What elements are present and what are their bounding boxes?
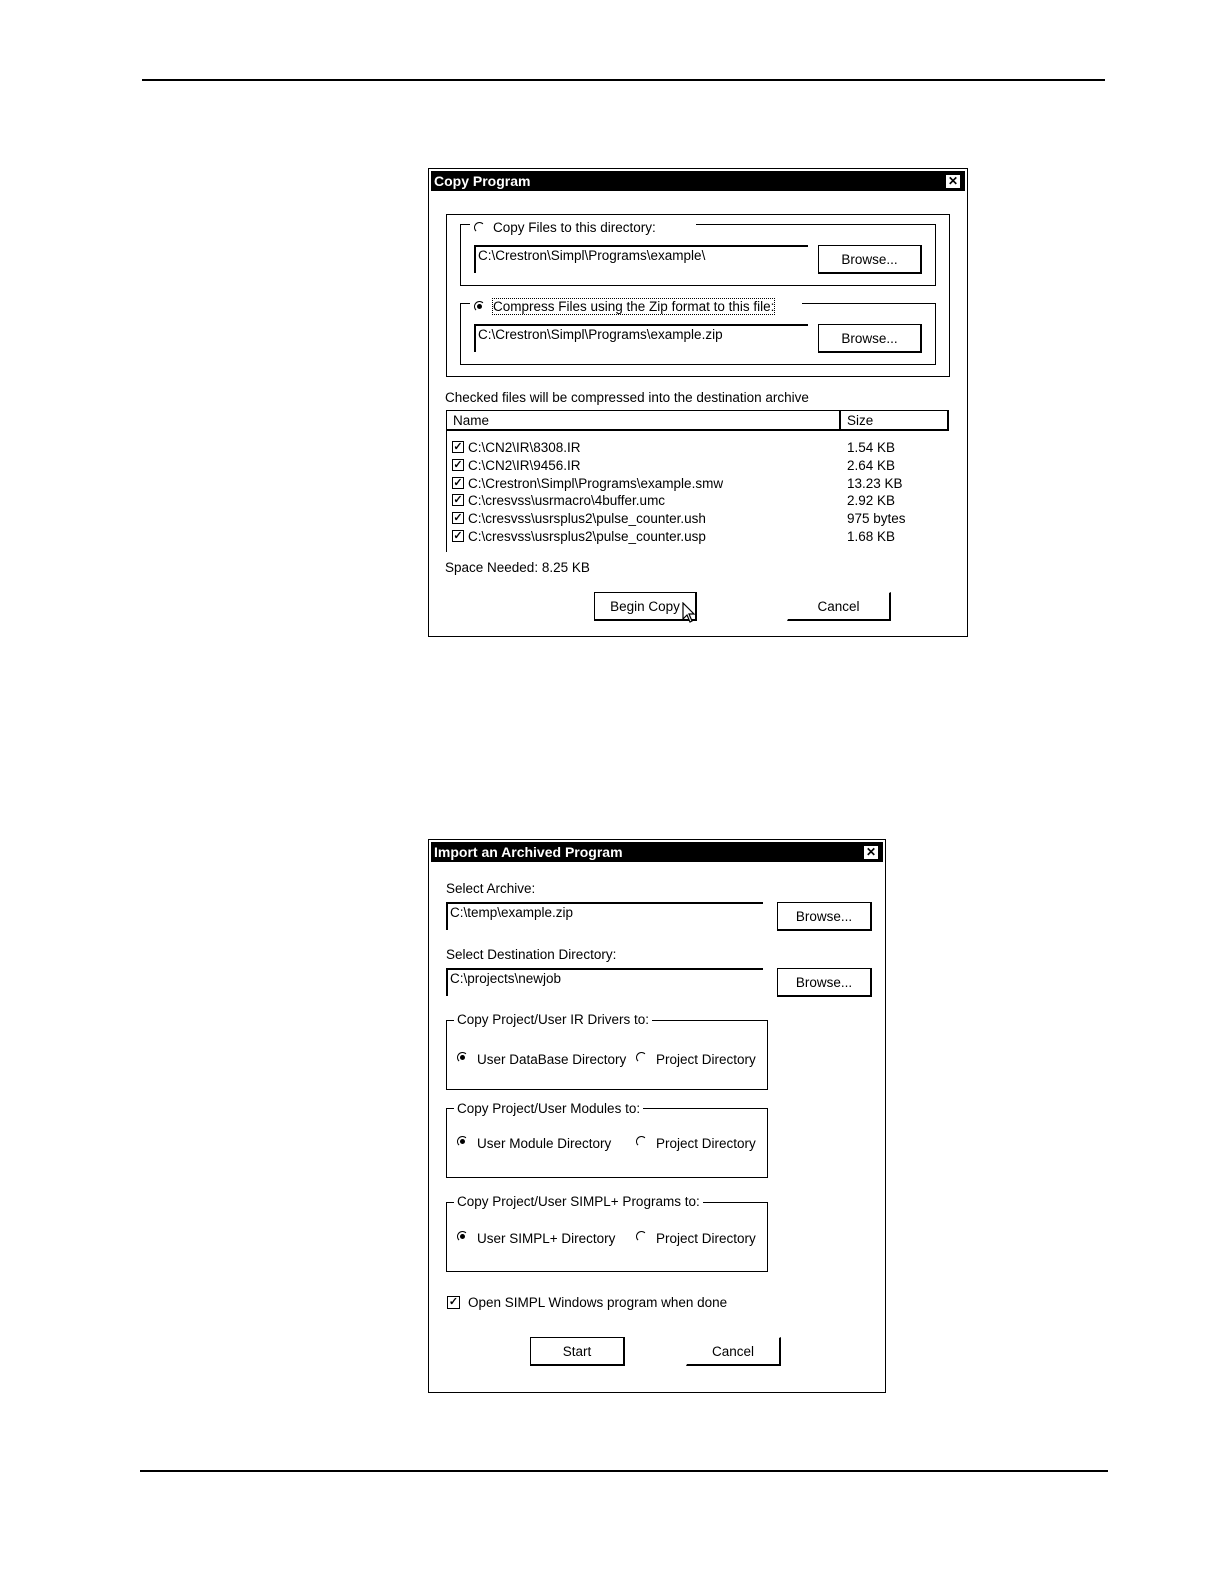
file-checkbox[interactable]: ✓ [453, 512, 463, 525]
zip-files-option[interactable] [470, 299, 802, 314]
copy-files-radio[interactable] [474, 222, 485, 233]
info-text: Checked files will be compressed into the destination archive [445, 390, 809, 405]
modules-user-directory-label[interactable]: User Module Directory [477, 1136, 612, 1151]
zip-files-radio[interactable] [474, 301, 485, 312]
file-size: 1.68 KB [847, 529, 896, 544]
zip-browse-button[interactable]: Browse... [818, 324, 922, 353]
file-name[interactable]: C:\cresvss\usrsplus2\pulse_counter.usp [468, 529, 706, 544]
copy-files-option[interactable] [470, 220, 696, 235]
zip-files-label: Compress Files using the Zip format to this file: [493, 299, 775, 314]
modules-project-directory-label[interactable]: Project Directory [656, 1136, 756, 1151]
file-name[interactable]: C:\CN2\IR\8308.IR [468, 440, 581, 455]
file-checkbox[interactable]: ✓ [453, 530, 463, 542]
header-rule [142, 79, 1105, 81]
file-checkbox[interactable]: ✓ [453, 476, 463, 489]
cancel-button[interactable]: Cancel [787, 592, 891, 621]
ir-drivers-caption: Copy Project/User IR Drivers to: [454, 1012, 652, 1027]
file-name[interactable]: C:\Crestron\Simpl\Programs\example.smw [468, 475, 724, 491]
simpl-user-directory-radio[interactable] [457, 1231, 468, 1242]
file-list[interactable] [446, 410, 949, 552]
file-checkbox[interactable]: ✓ [453, 441, 463, 453]
footer-rule [140, 1470, 1108, 1472]
close-icon[interactable]: ✕ [945, 174, 961, 189]
simpl-plus-caption: Copy Project/User SIMPL+ Programs to: [454, 1194, 703, 1209]
import-archived-program-dialog [428, 839, 886, 1393]
open-when-done-checkbox[interactable]: ✓ [448, 1296, 459, 1308]
file-size: 13.23 KB [847, 475, 903, 491]
ir-project-directory-radio[interactable] [636, 1052, 647, 1063]
space-needed: Space Needed: 8.25 KB [445, 560, 590, 575]
open-when-done-label[interactable]: Open SIMPL Windows program when done [468, 1295, 728, 1310]
ir-user-database-label[interactable]: User DataBase Directory [477, 1052, 627, 1067]
copy-browse-button[interactable]: Browse... [818, 245, 922, 274]
title-bar [431, 171, 965, 191]
column-header-name[interactable]: Name [447, 411, 841, 431]
file-name[interactable]: C:\CN2\IR\9456.IR [468, 457, 581, 473]
file-size: 2.92 KB [847, 493, 896, 509]
zip-file-input[interactable]: C:\Crestron\Simpl\Programs\example.zip [474, 324, 808, 352]
column-header-size[interactable]: Size [841, 411, 949, 431]
destination-browse-button[interactable]: Browse... [777, 968, 872, 997]
begin-copy-button[interactable]: Begin Copy [594, 592, 697, 621]
select-archive-label: Select Archive: [446, 881, 536, 896]
copy-files-label: Copy Files to this directory: [493, 220, 656, 235]
ir-project-directory-label[interactable]: Project Directory [656, 1052, 756, 1067]
dialog-title: Import an Archived Program [434, 844, 623, 860]
file-size: 1.54 KB [847, 440, 896, 455]
dialog-title: Copy Program [434, 173, 531, 189]
ir-user-database-radio[interactable] [457, 1052, 468, 1063]
copy-program-dialog [428, 168, 968, 637]
title-bar [431, 842, 883, 862]
file-size: 2.64 KB [847, 457, 896, 473]
cancel-button[interactable]: Cancel [686, 1337, 781, 1366]
file-checkbox[interactable]: ✓ [453, 458, 463, 471]
simpl-project-directory-label[interactable]: Project Directory [656, 1231, 756, 1246]
file-name[interactable]: C:\cresvss\usrmacro\4buffer.umc [468, 493, 666, 509]
file-checkbox[interactable]: ✓ [453, 494, 463, 507]
archive-input[interactable]: C:\temp\example.zip [446, 902, 763, 930]
modules-user-directory-radio[interactable] [457, 1136, 468, 1147]
file-size: 975 bytes [847, 511, 906, 527]
start-button[interactable]: Start [530, 1337, 625, 1366]
mouse-cursor-icon [682, 602, 696, 624]
simpl-user-directory-label[interactable]: User SIMPL+ Directory [477, 1231, 616, 1246]
file-name[interactable]: C:\cresvss\usrsplus2\pulse_counter.ush [468, 511, 706, 527]
modules-caption: Copy Project/User Modules to: [454, 1101, 643, 1116]
select-destination-label: Select Destination Directory: [446, 947, 617, 962]
destination-input[interactable]: C:\projects\newjob [446, 968, 763, 996]
copy-directory-input[interactable]: C:\Crestron\Simpl\Programs\example\ [474, 245, 808, 273]
close-icon[interactable]: ✕ [863, 845, 879, 860]
simpl-project-directory-radio[interactable] [636, 1231, 647, 1242]
archive-browse-button[interactable]: Browse... [777, 902, 872, 931]
modules-project-directory-radio[interactable] [636, 1136, 647, 1147]
